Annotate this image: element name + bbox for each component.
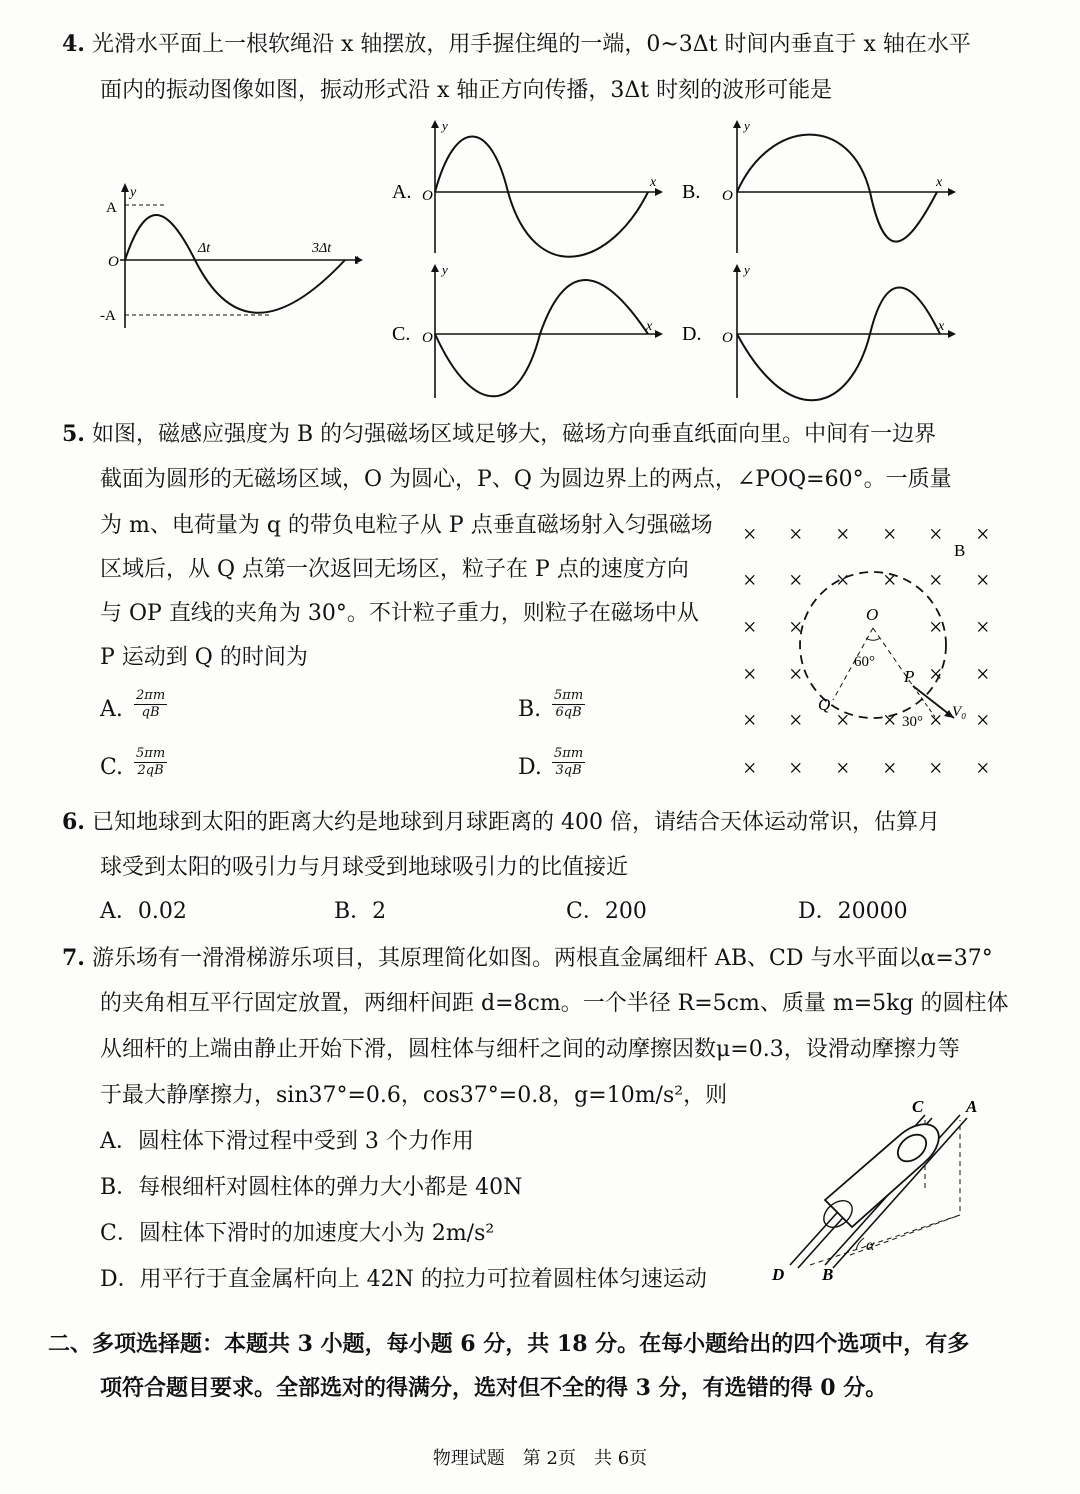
field-cross-mark: ×	[789, 756, 803, 782]
q5-option-a-fraction: $\frac{2\pi m}{qB}$	[136, 688, 166, 720]
q4-option-c-graph	[390, 262, 670, 402]
q7-label-C: C	[912, 1097, 924, 1116]
q4-option-d-label: D.	[682, 323, 702, 345]
q7-slide-diagram	[760, 1090, 1000, 1290]
field-cross-mark: ×	[743, 708, 757, 734]
q5-magnetic-field-diagram	[730, 510, 1020, 800]
q4-option-d-graph	[680, 262, 960, 402]
q4-graph-3dt-label: 3Δt	[312, 241, 332, 256]
q6-option-c: C．200	[566, 899, 647, 924]
field-cross-mark: ×	[789, 568, 803, 594]
field-cross-mark: ×	[743, 662, 757, 688]
field-cross-mark: ×	[976, 522, 990, 548]
q6-option-a: A．0.02	[100, 899, 187, 924]
field-cross-mark: ×	[929, 662, 943, 688]
field-cross-mark: ×	[743, 756, 757, 782]
q6-text-line1: 6. 已知地球到太阳的距离大约是地球到月球距离的 400 倍，请结合天体运动常识，估算月	[62, 809, 940, 835]
svg-text:O: O	[722, 330, 733, 346]
svg-text:x: x	[938, 319, 945, 334]
svg-text:O: O	[422, 330, 433, 346]
svg-text:x: x	[650, 175, 657, 190]
q5-option-b-label: B.	[518, 697, 542, 722]
q7-option-a: A．圆柱体下滑过程中受到 3 个力作用	[100, 1129, 474, 1154]
q5-text-line6: P 运动到 Q 的时间为	[100, 645, 308, 670]
field-cross-mark: ×	[743, 568, 757, 594]
q4-graph-t-label: t	[355, 253, 359, 268]
q4-graph-y-label: y	[130, 185, 137, 200]
q7-label-A: A	[966, 1097, 978, 1116]
field-cross-mark: ×	[929, 708, 943, 734]
svg-text:O: O	[722, 188, 733, 204]
q7-label-D: D	[772, 1265, 785, 1284]
svg-text:y: y	[442, 262, 448, 277]
q5-label-O: O	[866, 605, 879, 624]
field-cross-mark: ×	[976, 662, 990, 688]
q5-option-b-fraction: $\frac{5\pi m}{6qB}$	[554, 688, 584, 720]
field-cross-mark: ×	[883, 756, 897, 782]
field-cross-mark: ×	[976, 568, 990, 594]
field-cross-mark: ×	[789, 662, 803, 688]
q5-label-Q: Q	[818, 695, 831, 714]
q5-label-30: 30°	[902, 714, 923, 730]
q4-option-b-graph	[680, 118, 960, 258]
q7-text-line3: 从细杆的上端由静止开始下滑，圆柱体与细杆之间的动摩擦因数μ=0.3，设滑动摩擦力等	[100, 1037, 960, 1062]
field-cross-mark: ×	[929, 568, 943, 594]
q5-text-line3: 为 m、电荷量为 q 的带负电粒子从 P 点垂直磁场射入匀强磁场	[100, 513, 713, 538]
q7-option-c: C．圆柱体下滑时的加速度大小为 2m/s²	[100, 1221, 495, 1246]
q7-text-line4: 于最大静摩擦力，sin37°=0.6，cos37°=0.8，g=10m/s²，则	[100, 1083, 728, 1108]
q7-option-b: B．每根细杆对圆柱体的弹力大小都是 40N	[100, 1175, 523, 1200]
q4-text-line1: 4. 光滑水平面上一根软绳沿 x 轴摆放，用手握住绳的一端，0~3Δt 时间内垂直于 x 轴在水平	[62, 31, 971, 57]
field-cross-mark: ×	[929, 522, 943, 548]
svg-text:y: y	[744, 262, 750, 277]
field-cross-mark: ×	[976, 708, 990, 734]
q5-text-line5: 与 OP 直线的夹角为 30°。不计粒子重力，则粒子在磁场中从	[100, 601, 699, 626]
q5-option-a-label: A.	[100, 697, 123, 722]
page-footer: 物理试题 第 2页 共 6页	[432, 1448, 648, 1469]
field-cross-mark: ×	[976, 756, 990, 782]
svg-text:x: x	[936, 175, 943, 190]
q7-label-B: B	[822, 1265, 834, 1284]
svg-text:y: y	[744, 118, 750, 133]
q5-label-P: P	[904, 667, 915, 686]
field-cross-mark: ×	[883, 522, 897, 548]
q5-label-B: B	[954, 541, 966, 560]
field-cross-mark: ×	[929, 756, 943, 782]
section2-heading-line1: 二、多项选择题：本题共 3 小题，每小题 6 分，共 18 分。在每小题给出的四个选项中，有多	[48, 1331, 970, 1357]
q5-text-line4: 区域后，从 Q 点第一次返回无场区，粒子在 P 点的速度方向	[100, 557, 689, 582]
q5-option-d-fraction: $\frac{5\pi m}{3qB}$	[554, 746, 584, 778]
q4-option-a-graph	[390, 118, 670, 258]
field-cross-mark: ×	[743, 615, 757, 641]
q5-option-d-label: D.	[518, 755, 542, 780]
field-cross-mark: ×	[929, 615, 943, 641]
q7-label-alpha: α	[866, 1237, 875, 1254]
field-cross-mark: ×	[836, 756, 850, 782]
q5-text-line1: 5. 如图，磁感应强度为 B 的匀强磁场区域足够大，磁场方向垂直纸面向里。中间有一边界	[62, 421, 937, 447]
q7-text-line1: 7. 游乐场有一滑滑梯游乐项目，其原理简化如图。两根直金属细杆 AB、CD 与水平面以α=37°	[62, 945, 993, 971]
q5-label-v0: V₀	[952, 704, 967, 720]
q4-option-b-label: B.	[682, 181, 701, 203]
q4-option-a-label: A.	[392, 181, 412, 203]
field-cross-mark: ×	[789, 615, 803, 641]
q5-label-60: 60°	[854, 654, 875, 670]
q6-option-d: D．20000	[798, 899, 908, 924]
field-cross-mark: ×	[836, 708, 850, 734]
q6-option-b: B．2	[334, 899, 387, 924]
q7-text-line2: 的夹角相互平行固定放置，两细杆间距 d=8cm。一个半径 R=5cm、质量 m=5kg 的圆柱体	[100, 991, 1009, 1016]
field-cross-mark: ×	[789, 708, 803, 734]
q5-number: 5.	[62, 421, 85, 447]
field-cross-mark: ×	[883, 568, 897, 594]
q4-graph-negA-label: -A	[100, 308, 116, 324]
field-cross-mark: ×	[743, 522, 757, 548]
q7-number: 7.	[62, 945, 85, 971]
q6-number: 6.	[62, 809, 85, 835]
field-cross-mark: ×	[789, 522, 803, 548]
svg-text:x: x	[646, 319, 653, 334]
field-cross-mark: ×	[836, 522, 850, 548]
field-cross-mark: ×	[836, 568, 850, 594]
field-cross-mark: ×	[883, 708, 897, 734]
q4-vibration-graph	[100, 180, 370, 330]
q4-graph-origin-label: O	[108, 254, 119, 270]
q5-option-c-label: C.	[100, 755, 124, 780]
q5-option-c-fraction: $\frac{5\pi m}{2qB}$	[136, 746, 166, 778]
q4-number: 4.	[62, 31, 85, 57]
svg-text:O: O	[422, 188, 433, 204]
q5-field-crosses	[743, 522, 990, 782]
section2-heading-line2: 项符合题目要求。全部选对的得满分，选对但不全的得 3 分，有选错的得 0 分。	[100, 1375, 888, 1401]
q6-text-line2: 球受到太阳的吸引力与月球受到地球吸引力的比值接近	[100, 855, 629, 880]
q7-option-d: D．用平行于直金属杆向上 42N 的拉力可拉着圆柱体匀速运动	[100, 1267, 707, 1292]
q4-graph-A-label: A	[106, 200, 117, 216]
q4-graph-dt-label: Δt	[198, 241, 211, 256]
field-cross-mark: ×	[976, 615, 990, 641]
q5-text-line2: 截面为圆形的无磁场区域，O 为圆心，P、Q 为圆边界上的两点，∠POQ=60°。一质量	[100, 467, 952, 492]
q4-option-c-label: C.	[392, 323, 411, 345]
svg-text:y: y	[442, 118, 448, 133]
q4-text-line2: 面内的振动图像如图，振动形式沿 x 轴正方向传播，3Δt 时刻的波形可能是	[100, 78, 833, 103]
